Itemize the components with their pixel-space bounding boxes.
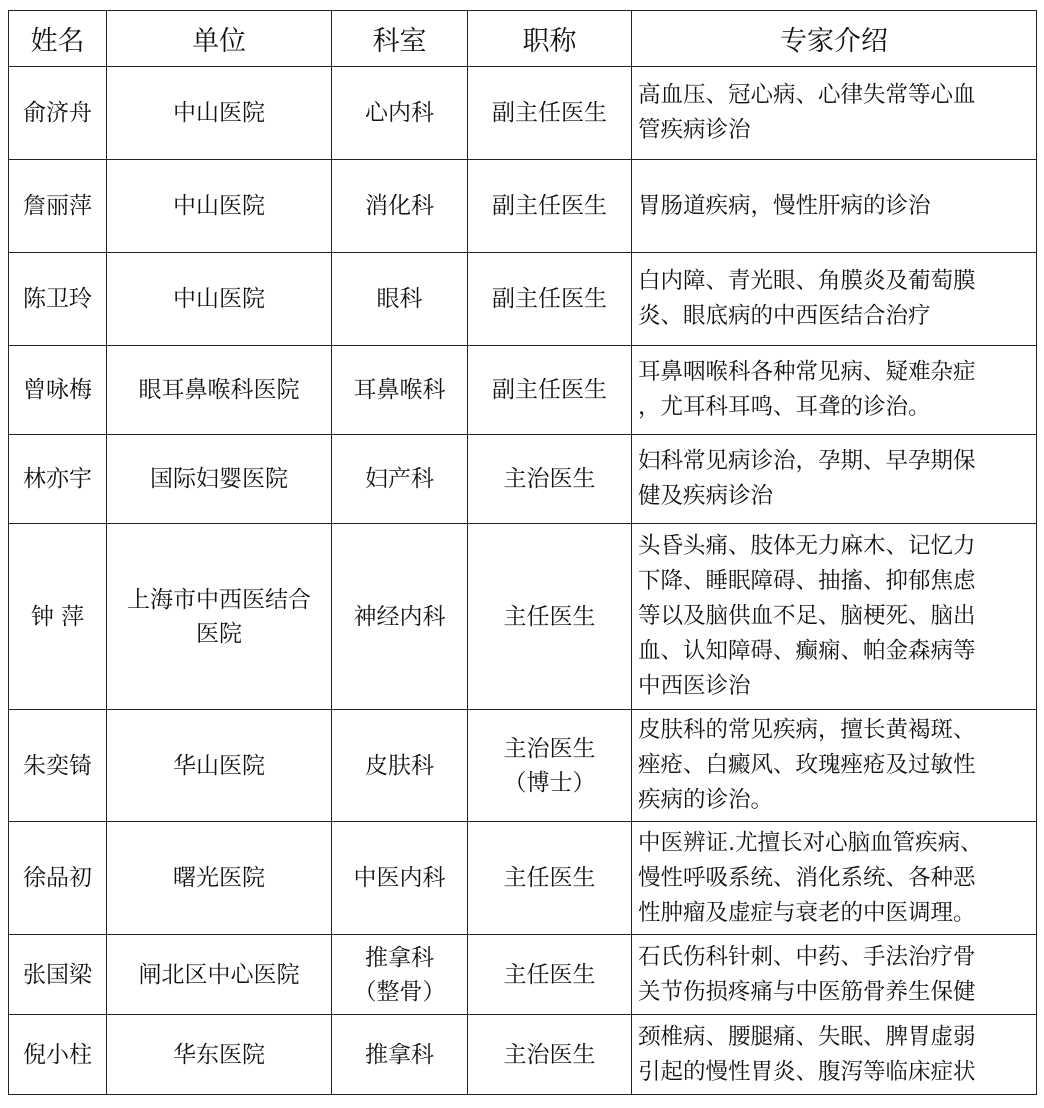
cell-name bbox=[9, 524, 107, 710]
cell-name-line: 林亦宇 bbox=[23, 466, 92, 492]
cell-dept bbox=[332, 524, 468, 710]
cell-dept-line: 耳鼻喉科 bbox=[353, 377, 446, 403]
cell-intro bbox=[632, 435, 1037, 524]
cell-intro-line: 引起的慢性胃炎、腹泻等临床症状 bbox=[638, 1058, 976, 1085]
cell-name bbox=[9, 160, 107, 253]
cell-unit-line: 中山医院 bbox=[173, 100, 265, 126]
cell-dept bbox=[332, 253, 468, 346]
cell-intro-line: 头昏头痛、肢体无力麻木、记忆力 bbox=[638, 533, 976, 559]
cell-unit bbox=[107, 524, 332, 710]
cell-title bbox=[468, 710, 632, 822]
table-row bbox=[9, 524, 1037, 710]
header-title: 职称 bbox=[468, 11, 632, 67]
cell-name bbox=[9, 346, 107, 435]
cell-intro-line: 石氏伤科针刺、中药、手法治疗骨 bbox=[638, 943, 976, 970]
cell-dept bbox=[332, 435, 468, 524]
cell-dept-line: 心内科 bbox=[365, 100, 434, 126]
cell-intro bbox=[632, 1015, 1037, 1095]
header-intro: 专家介绍 bbox=[632, 11, 1037, 67]
cell-title-line: 主任医生 bbox=[503, 961, 596, 988]
cell-unit bbox=[107, 160, 332, 253]
cell-dept-line: 推拿科 bbox=[365, 1041, 434, 1068]
cell-title bbox=[468, 1015, 632, 1095]
cell-unit bbox=[107, 346, 332, 435]
cell-unit-line: 中山医院 bbox=[173, 193, 265, 219]
cell-intro-line: 皮肤科的常见疾病，擅长黄褐斑、 bbox=[638, 717, 976, 743]
cell-title-line: 主任医生 bbox=[503, 865, 596, 891]
cell-unit-line: 华山医院 bbox=[173, 752, 265, 779]
cell-title bbox=[468, 67, 632, 160]
cell-intro-line: 高血压、冠心病、心律失常等心血 bbox=[638, 82, 976, 108]
cell-intro-line: 管疾病诊治 bbox=[638, 117, 751, 143]
cell-intro bbox=[632, 524, 1037, 710]
table-row bbox=[9, 435, 1037, 524]
cell-dept-line: 中医内科 bbox=[353, 865, 446, 891]
cell-dept bbox=[332, 67, 468, 160]
cell-dept-line: 神经内科 bbox=[353, 603, 446, 630]
cell-title-line: 主治医生 bbox=[503, 1041, 596, 1068]
cell-intro-line: ，尤耳科耳鸣、耳聋的诊治。 bbox=[638, 394, 931, 420]
cell-unit bbox=[107, 1015, 332, 1095]
cell-unit-line: 闸北区中心医院 bbox=[138, 961, 300, 988]
cell-name-line: 詹丽萍 bbox=[23, 193, 92, 219]
cell-intro-line: 慢性呼吸系统、消化系统、各种恶 bbox=[638, 864, 976, 891]
cell-dept-line: （整骨） bbox=[353, 978, 446, 1005]
cell-name-line: 朱奕锜 bbox=[23, 752, 92, 779]
table-row bbox=[9, 935, 1037, 1015]
cell-intro-line: 血、认知障碍、癫痫、帕金森病等 bbox=[638, 638, 976, 664]
cell-intro bbox=[632, 935, 1037, 1015]
table-row bbox=[9, 346, 1037, 435]
cell-dept bbox=[332, 710, 468, 822]
header-dept: 科室 bbox=[332, 11, 468, 67]
cell-intro-line: 健及疾病诊治 bbox=[638, 483, 774, 509]
cell-intro-line: 关节伤损疼痛与中医筋骨养生保健 bbox=[638, 978, 976, 1005]
cell-intro-line: 妇科常见病诊治，孕期、早孕期保 bbox=[638, 448, 976, 474]
cell-name-line: 倪小柱 bbox=[23, 1041, 92, 1068]
cell-title-line: 副主任医生 bbox=[492, 100, 607, 126]
table-row bbox=[9, 160, 1037, 253]
cell-title-line: 主治医生 bbox=[503, 466, 596, 492]
cell-unit bbox=[107, 253, 332, 346]
cell-dept bbox=[332, 160, 468, 253]
cell-unit-line: 华东医院 bbox=[173, 1041, 265, 1068]
header-unit: 单位 bbox=[107, 11, 332, 67]
cell-intro bbox=[632, 160, 1037, 253]
cell-unit bbox=[107, 822, 332, 935]
cell-name bbox=[9, 253, 107, 346]
cell-intro-line: 耳鼻咽喉科各种常见病、疑难杂症 bbox=[638, 359, 976, 385]
cell-intro bbox=[632, 710, 1037, 822]
cell-unit bbox=[107, 435, 332, 524]
cell-dept bbox=[332, 1015, 468, 1095]
cell-title bbox=[468, 935, 632, 1015]
cell-intro bbox=[632, 822, 1037, 935]
cell-title-line: 副主任医生 bbox=[492, 377, 607, 403]
cell-dept-line: 推拿科 bbox=[365, 944, 434, 971]
cell-title bbox=[468, 524, 632, 710]
cell-intro-line: 中西医诊治 bbox=[638, 673, 751, 699]
cell-name-line: 徐品初 bbox=[23, 865, 92, 891]
cell-name-line: 曾咏梅 bbox=[23, 377, 92, 403]
cell-intro bbox=[632, 253, 1037, 346]
cell-title-line: 主任医生 bbox=[503, 603, 596, 630]
table-row bbox=[9, 1015, 1037, 1095]
table-row bbox=[9, 822, 1037, 935]
cell-intro-line: 痤疮、白癜风、玫瑰痤疮及过敏性 bbox=[638, 752, 976, 778]
header-row bbox=[9, 11, 1037, 67]
cell-unit-line: 中山医院 bbox=[173, 286, 265, 312]
cell-name bbox=[9, 435, 107, 524]
cell-dept-line: 眼科 bbox=[376, 286, 423, 312]
cell-dept-line: 妇产科 bbox=[365, 466, 434, 492]
cell-title bbox=[468, 253, 632, 346]
cell-intro bbox=[632, 346, 1037, 435]
cell-title bbox=[468, 346, 632, 435]
table-row bbox=[9, 67, 1037, 160]
cell-intro-line: 中医辨证.尤擅长对心脑血管疾病、 bbox=[638, 829, 983, 856]
cell-title-line: 副主任医生 bbox=[492, 286, 607, 312]
table-row bbox=[9, 253, 1037, 346]
cell-unit bbox=[107, 935, 332, 1015]
cell-intro-line: 性肿瘤及虚症与衰老的中医调理。 bbox=[638, 899, 976, 926]
cell-dept-line: 皮肤科 bbox=[365, 752, 434, 779]
cell-title bbox=[468, 160, 632, 253]
cell-dept bbox=[332, 822, 468, 935]
cell-intro-line: 炎、眼底病的中西医结合治疗 bbox=[638, 303, 931, 329]
cell-dept bbox=[332, 346, 468, 435]
cell-dept-line: 消化科 bbox=[365, 193, 434, 219]
cell-unit-line: 国际妇婴医院 bbox=[150, 466, 288, 492]
cell-unit-line: 眼耳鼻喉科医院 bbox=[138, 377, 300, 403]
cell-title bbox=[468, 435, 632, 524]
cell-title bbox=[468, 822, 632, 935]
table-row bbox=[9, 710, 1037, 822]
cell-intro-line: 白内障、青光眼、角膜炎及葡萄膜 bbox=[638, 268, 976, 294]
cell-unit-line: 曙光医院 bbox=[173, 865, 265, 891]
cell-title-line: 主治医生 bbox=[503, 735, 596, 762]
expert-table bbox=[8, 10, 1037, 1095]
header-name: 姓名 bbox=[9, 11, 107, 67]
cell-name-line: 张国梁 bbox=[23, 961, 92, 988]
cell-intro-line: 等以及脑供血不足、脑梗死、脑出 bbox=[638, 603, 976, 629]
cell-name-line: 俞济舟 bbox=[23, 100, 92, 126]
cell-title-line: 副主任医生 bbox=[492, 193, 607, 219]
cell-name bbox=[9, 1015, 107, 1095]
cell-name bbox=[9, 67, 107, 160]
cell-unit bbox=[107, 710, 332, 822]
cell-intro-line: 疾病的诊治。 bbox=[638, 787, 774, 813]
cell-name bbox=[9, 935, 107, 1015]
cell-unit-line: 上海市中西医结合 bbox=[127, 586, 311, 613]
cell-intro bbox=[632, 67, 1037, 160]
cell-intro-line: 下降、睡眠障碍、抽搐、抑郁焦虑 bbox=[638, 568, 976, 594]
cell-name-line: 钟 萍 bbox=[30, 603, 85, 630]
cell-dept bbox=[332, 935, 468, 1015]
cell-unit-line: 医院 bbox=[196, 620, 242, 647]
cell-name bbox=[9, 822, 107, 935]
cell-unit bbox=[107, 67, 332, 160]
cell-intro-line: 颈椎病、腰腿痛、失眠、脾胃虚弱 bbox=[638, 1023, 976, 1050]
cell-name-line: 陈卫玲 bbox=[23, 286, 92, 312]
cell-title-line: （博士） bbox=[503, 769, 596, 796]
cell-name bbox=[9, 710, 107, 822]
cell-intro-line: 胃肠道疾病，慢性肝病的诊治 bbox=[638, 192, 931, 219]
